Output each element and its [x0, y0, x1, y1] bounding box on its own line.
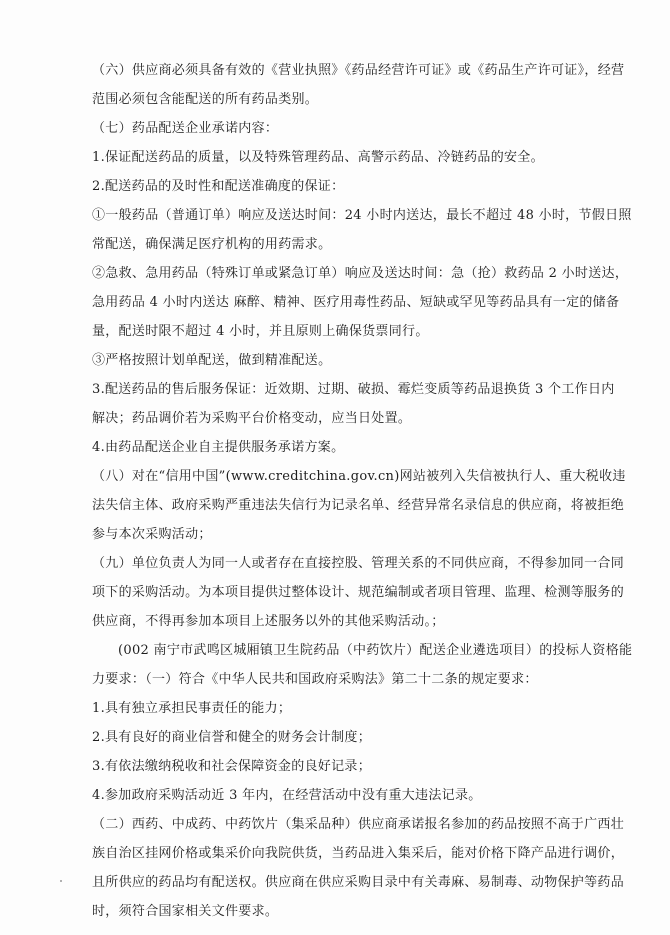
scan-speck [60, 880, 62, 882]
text-line: （七）药品配送企业承诺内容： [92, 121, 279, 136]
text-line: 4.参加政府采购活动近 3 年内，在经营活动中没有重大违法记录。 [92, 788, 482, 803]
text-line: 供应商，不得再参加本项目上述服务以外的其他采购活动。； [92, 614, 445, 629]
text-line: 4.由药品配送企业自主提供服务承诺方案。 [92, 440, 345, 455]
text-line: 3.配送药品的售后服务保证：近效期、过期、破损、霉烂变质等药品退换货 3 个工作日内 [92, 382, 615, 397]
text-line: （八）对在“信用中国”(www.creditchina.gov.cn)网站被列入失信被执行人、重大税收违 [92, 469, 626, 484]
text-line: 力要求：（一）符合《中华人民共和国政府采购法》第二十二条的规定要求： [92, 672, 538, 687]
text-line: 且所供应的药品均有配送权。供应商在供应采购目录中有关毒麻、易制毒、动物保护等药品 [92, 875, 625, 890]
text-line: 急用药品 4 小时内送达 麻醉、精神、医疗用毒性药品、短缺或罕见等药品具有一定的储备 [92, 295, 620, 310]
text-line: （六）供应商必须具备有效的《营业执照》《药品经营许可证》或《药品生产许可证》，经营 [92, 63, 625, 78]
text-line: 范围必须包含能配送的所有药品类别。 [92, 92, 319, 107]
text-line: ①一般药品（普通订单）响应及送达时间：24 小时内送达，最长不超过 48 小时，节假日照 [92, 208, 632, 223]
text-line: (002 南宁市武鸣区城厢镇卫生院药品（中药饮片）配送企业遴选项目）的投标人资格能 [118, 643, 633, 658]
text-line: 常配送，确保满足医疗机构的用药需求。 [92, 237, 332, 252]
text-line: 解决；药品调价若为采购平台价格变动，应当日处置。 [92, 411, 412, 426]
text-line: 法失信主体、政府采购严重违法失信行为记录名单、经营异常名录信息的供应商，将被拒绝 [92, 498, 625, 513]
text-line: 2.配送药品的及时性和配送准确度的保证： [92, 179, 345, 194]
text-line: 2.具有良好的商业信誉和健全的财务会计制度； [92, 730, 372, 745]
text-line: （二）西药、中成药、中药饮片（集采品种）供应商承诺报名参加的药品按照不高于广西壮 [92, 817, 625, 832]
text-line: 项下的采购活动。为本项目提供过整体设计、规范编制或者项目管理、监理、检测等服务的 [92, 585, 625, 600]
text-line: 量，配送时限不超过 4 小时，并且原则上确保货票同行。 [92, 324, 429, 339]
text-line: ②急救、急用药品（特殊订单或紧急订单）响应及送达时间：急（抢）救药品 2 小时送达， [92, 266, 629, 281]
text-line: ③严格按照计划单配送，做到精准配送。 [92, 353, 332, 368]
text-line: 参与本次采购活动； [92, 527, 212, 542]
text-line: 3.有依法缴纳税收和社会保障资金的良好记录； [92, 759, 372, 774]
text-line: 1.保证配送药品的质量，以及特殊管理药品、高警示药品、冷链药品的安全。 [92, 150, 544, 165]
text-line: 时，须符合国家相关文件要求。 [92, 904, 279, 919]
text-line: （九）单位负责人为同一人或者存在直接控股、管理关系的不同供应商，不得参加同一合同 [92, 556, 625, 571]
text-line: 族自治区挂网价格或集采价向我院供货，当药品进入集采后，能对价格下降产品进行调价， [92, 846, 625, 861]
text-line: 1.具有独立承担民事责任的能力； [92, 701, 292, 716]
